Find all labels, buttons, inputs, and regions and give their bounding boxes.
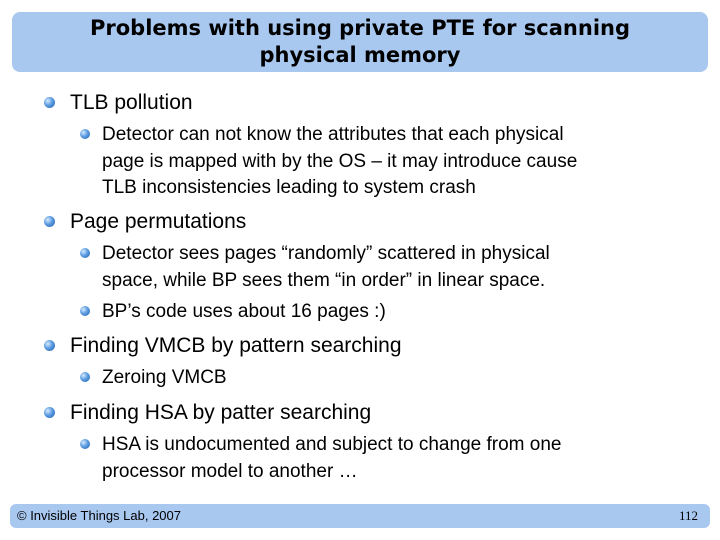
sub-bullet-line: processor model to another … <box>102 460 358 482</box>
bullet-icon <box>44 216 55 227</box>
sub-bullet-bp-code <box>102 299 672 326</box>
bullet-tlb-pollution: TLB pollution <box>70 91 193 114</box>
footer-copyright: © Invisible Things Lab, 2007 <box>17 508 181 523</box>
sub-bullet-icon <box>80 248 90 258</box>
bullet-icon <box>44 340 55 351</box>
slide-title-line-1: Problems with using private PTE for scanning <box>89 16 631 40</box>
sub-bullet-line: page is mapped with by the OS – it may introduce cause <box>102 150 578 172</box>
bullet-finding-vmcb: Finding VMCB by pattern searching <box>70 334 402 357</box>
sub-bullet-hsa-detail <box>102 432 672 485</box>
sub-bullet-line: Detector can not know the attributes that each physical <box>102 124 564 145</box>
sub-bullet-zeroing-vmcb <box>102 365 672 392</box>
sub-bullet-tlb-detail <box>102 122 672 202</box>
sub-bullet-icon <box>80 372 90 382</box>
slide-title-line-2: physical memory <box>259 43 461 67</box>
sub-bullet-icon <box>80 129 90 139</box>
sub-bullet-line: HSA is undocumented and subject to change from one <box>102 434 562 455</box>
bullet-finding-hsa: Finding HSA by patter searching <box>70 401 372 424</box>
page-number: 112 <box>678 508 698 523</box>
sub-bullet-line: TLB inconsistencies leading to system crash <box>102 177 476 198</box>
sub-bullet-line: space, while BP sees them “in order” in linear space. <box>102 269 546 291</box>
bullet-icon <box>44 407 55 418</box>
sub-bullet-line: Detector sees pages “randomly” scattered in physical <box>102 243 550 264</box>
sub-bullet-icon <box>80 439 90 449</box>
sub-bullet-line: BP’s code uses about 16 pages :) <box>102 301 386 322</box>
bullet-page-permutations: Page permutations <box>70 210 247 233</box>
sub-bullet-icon <box>80 306 90 316</box>
sub-bullet-line: Zeroing VMCB <box>102 367 227 388</box>
bullet-icon <box>44 97 55 108</box>
sub-bullet-permutation-detail <box>102 241 672 294</box>
